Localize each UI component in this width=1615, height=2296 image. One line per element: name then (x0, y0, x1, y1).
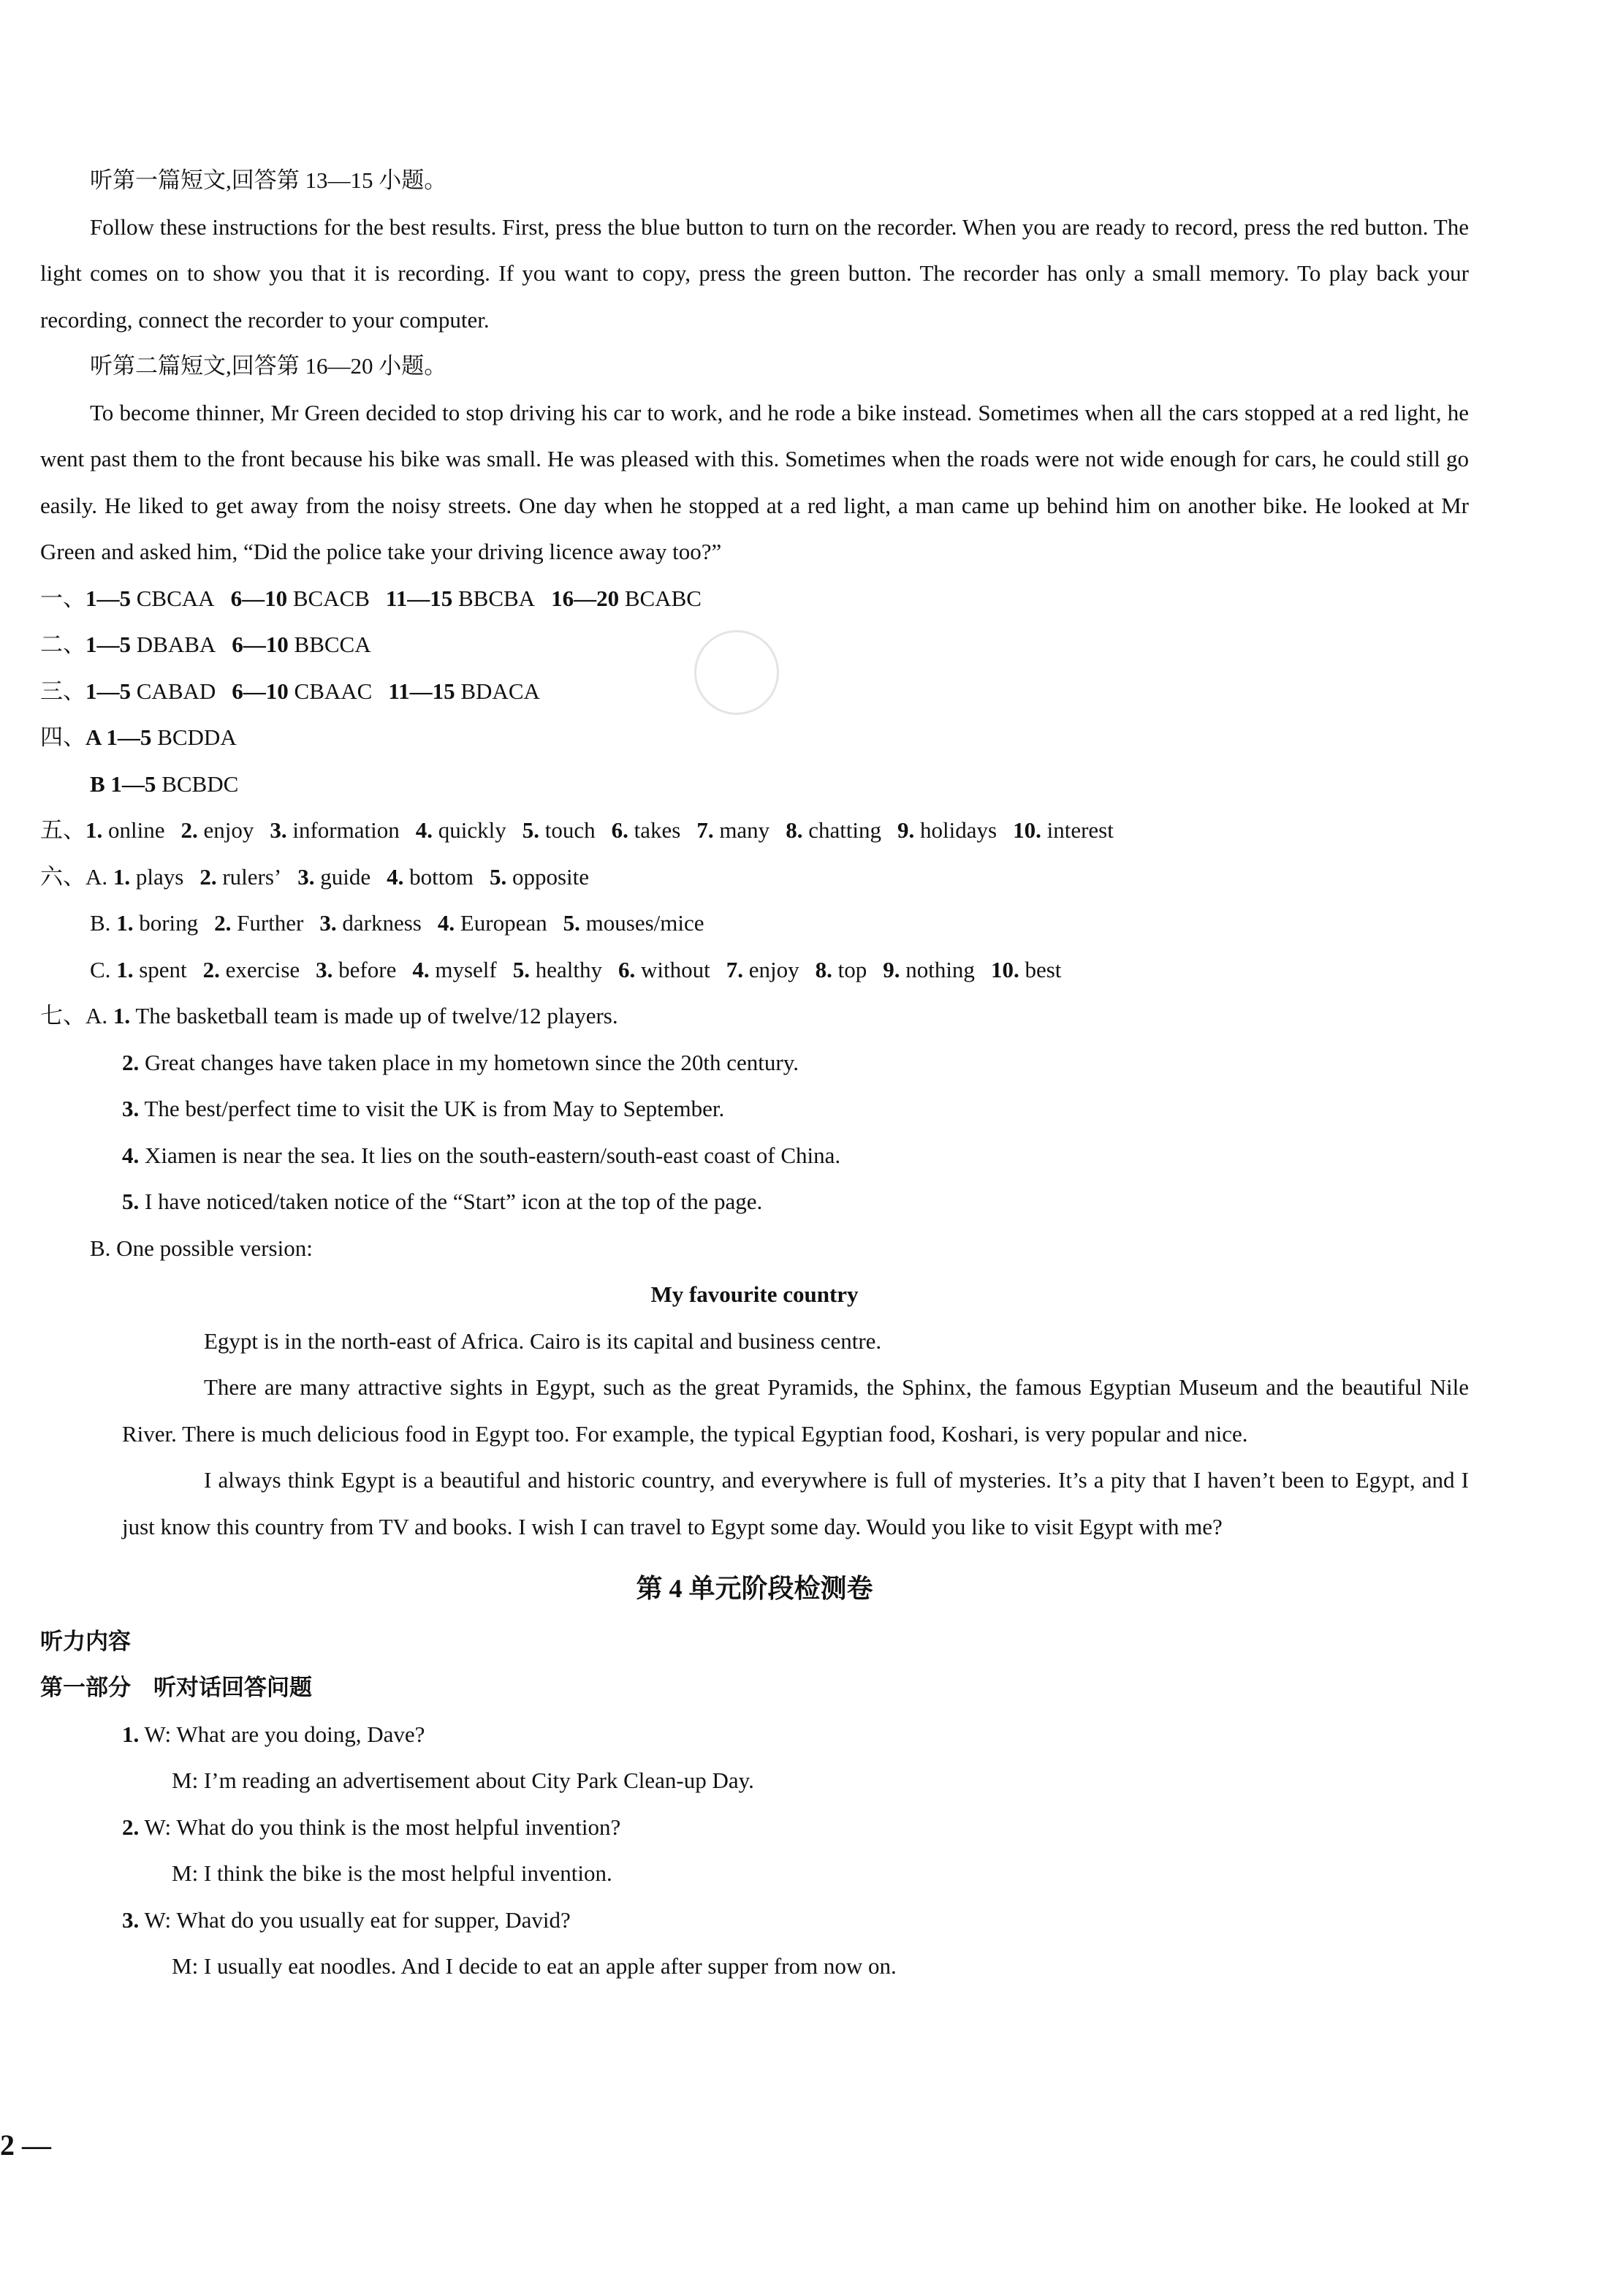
dialogue-3-w: 3. W: What do you usually eat for supper, David? (122, 1906, 571, 1933)
answers-section-4a: 四、A 1—5 BCDDA (40, 724, 237, 750)
unit4-title: 第 4 单元阶段检测卷 (636, 1574, 873, 1603)
answers-section-5: 五、1. online 2. enjoy 3. information 4. quickly 5. touch 6. takes 7. many 8. chatting 9. holidays 10. interest (40, 817, 1114, 843)
answers-section-7a-3: 3. The best/perfect time to visit the UK is from May to September. (122, 1096, 725, 1121)
dialogue-1-m: M: I’m reading an advertisement about City Park Clean-up Day. (172, 1768, 754, 1793)
answers-section-7a-1: 七、A. 1. The basketball team is made up of twelve/12 players. (40, 1003, 618, 1028)
answers-section-6a: 六、A. 1. plays 2. rulers’ 3. guide 4. bottom 5. opposite (40, 863, 590, 890)
answers-section-1: 一、1—5 CBCAA 6—10 BCACB 11—15 BBCBA 16—20 BCABC (40, 585, 702, 611)
passage2-intro: 听第二篇短文,回答第 16—20 小题。 (90, 353, 447, 379)
answers-section-7b-intro: B. One possible version: (90, 1235, 313, 1261)
passage2-text: To become thinner, Mr Green decided to stop driving his car to work, and he rode a bike instead. Sometimes when all the cars stopped at a red light, he went past them to the front because his bike was small. He was pleased with this. Sometimes when the roads were not wide enough for cars, he could still go easily. He liked to get away from the noisy streets. One day when he stopped at a red light, a man came up behind him on another bike. He looked at Mr Green and asked him, “Did the police take your driving licence away too?” (40, 399, 1469, 564)
essay-paragraph-2: There are many attractive sights in Egypt, such as the great Pyramids, the Sphinx, the famous Egyptian Museum and the beautiful Nile River. There is much delicious food in Egypt too. For example, the typical Egyptian food, Koshari, is very popular and nice. (122, 1374, 1469, 1447)
dialogue-3-m: M: I usually eat noodles. And I decide to eat an apple after supper from now on. (172, 1953, 897, 1979)
dialogue-2-w: 2. W: What do you think is the most helpful invention? (122, 1814, 621, 1840)
dialogue-2-m: M: I think the bike is the most helpful invention. (172, 1860, 612, 1886)
answers-section-6b: B. 1. boring 2. Further 3. darkness 4. European 5. mouses/mice (90, 910, 704, 936)
passage1-text: Follow these instructions for the best results. First, press the blue button to turn on the recorder. When you are ready to record, press the red button. The light comes on to show you that it is recording. If you want to copy, press the green button. The recorder has only a small memory. To play back your recording, connect the recorder to your computer. (40, 213, 1469, 333)
answers-section-2: 二、1—5 DBABA 6—10 BBCCA (40, 632, 371, 657)
answers-section-4b: B 1—5 BCBDC (90, 770, 239, 797)
essay-paragraph-3: I always think Egypt is a beautiful and historic country, and everywhere is full of mysteries. It’s a pity that I haven’t been to Egypt, and I just know this country from TV and books. I wish I can travel to Egypt some day. Would you like to visit Egypt with me? (122, 1467, 1469, 1539)
essay-paragraph-1: Egypt is in the north-east of Africa. Cairo is its capital and business centre. (204, 1327, 882, 1354)
dialogue-1-w: 1. W: What are you doing, Dave? (122, 1721, 425, 1747)
part1-label: 第一部分 听对话回答问题 (40, 1675, 312, 1700)
listening-content-label: 听力内容 (40, 1628, 131, 1654)
answers-section-7a-4: 4. Xiamen is near the sea. It lies on the south-eastern/south-east coast of China. (122, 1142, 841, 1168)
essay-title: My favourite country (650, 1281, 859, 1307)
answers-section-6c: C. 1. spent 2. exercise 3. before 4. myself 5. healthy 6. without 7. enjoy 8. top 9. nothing 10. best (90, 956, 1062, 982)
page-content (40, 157, 1469, 1990)
answers-section-7a-5: 5. I have noticed/taken notice of the “Start” icon at the top of the page. (122, 1189, 763, 1214)
answers-section-3: 三、1—5 CABAD 6—10 CBAAC 11—15 BDACA (40, 678, 540, 704)
page-number: 2 — (0, 2129, 51, 2162)
answers-section-7a-2: 2. Great changes have taken place in my hometown since the 20th century. (122, 1049, 799, 1075)
passage1-intro: 听第一篇短文,回答第 13—15 小题。 (90, 167, 447, 193)
